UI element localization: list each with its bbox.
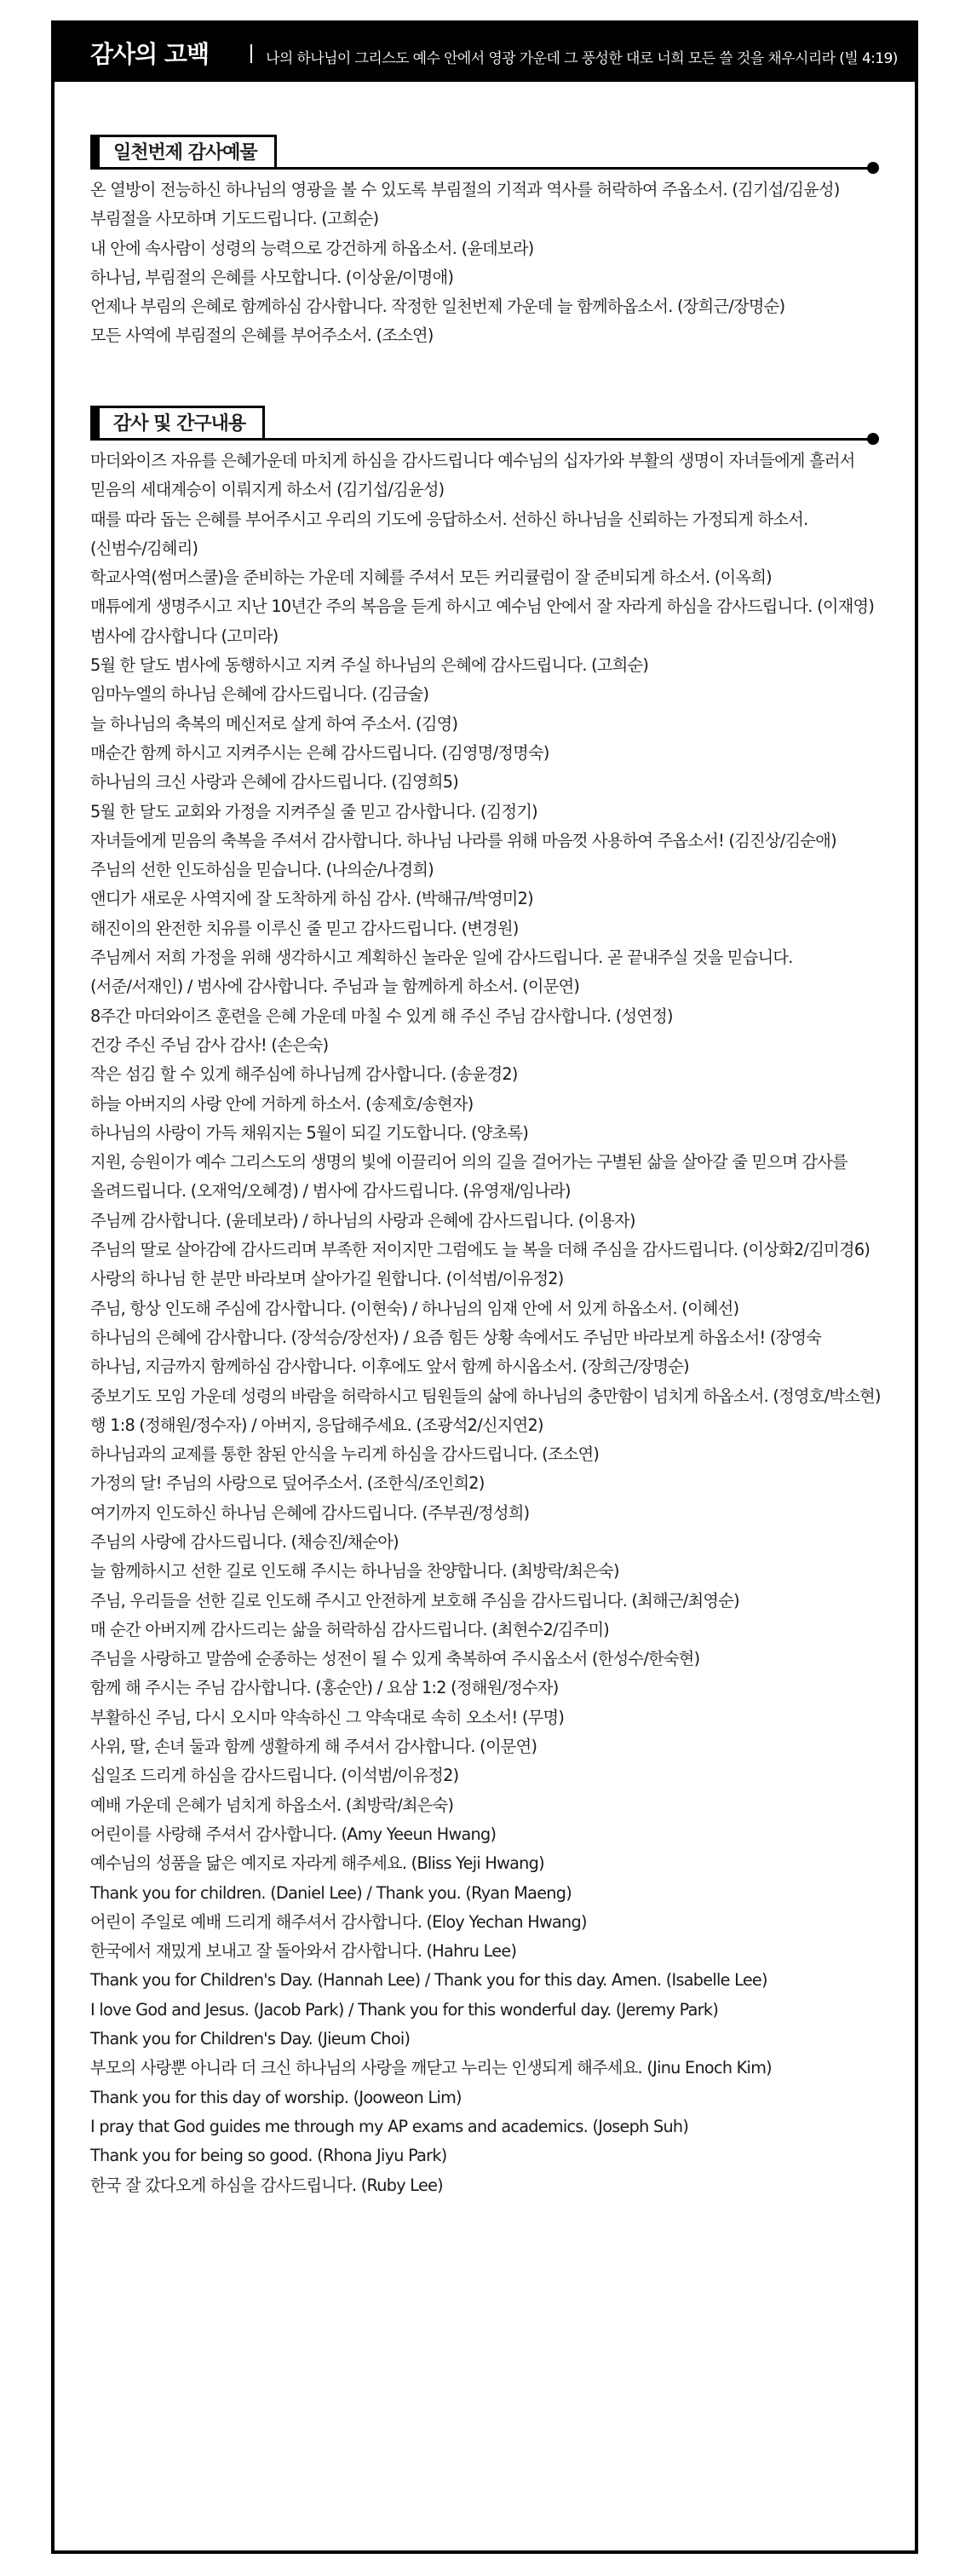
entry-line: I pray that God guides me through my AP exams and academics. (Joseph Suh)	[90, 2116, 689, 2136]
entry-line: 학교사역(썸머스쿨)을 준비하는 가운데 지혜를 주셔서 모든 커리큘럼이 잘 준비되게 하소서. (이옥희)	[90, 568, 772, 588]
entry-line: 어린이를 사랑해 주셔서 감사합니다. (Amy Yeeun Hwang)	[90, 1824, 497, 1844]
entry-line: 한국에서 재밌게 보내고 잘 돌아와서 감사합니다. (Hahru Lee)	[90, 1941, 517, 1962]
entry-line: 매튜에게 생명주시고 지난 10년간 주의 복음을 듣게 하시고 예수님 안에서 잘 자라게 하심을 감사드립니다. (이재영)	[90, 596, 875, 617]
header-bar	[55, 24, 915, 82]
entry-line: Thank you for Children's Day. (Jieum Choi)	[90, 2029, 411, 2049]
section-title: 감사 및 간구내용	[90, 406, 265, 440]
entry-line: 범사에 감사합니다 (고미라)	[90, 625, 279, 646]
entry-line: Thank you for being so good. (Rhona Jiyu Park)	[90, 2146, 447, 2166]
entry-line: 십일조 드리게 하심을 감사드립니다. (이석범/이유정2)	[90, 1766, 459, 1786]
entry-line: 가정의 달! 주님의 사랑으로 덮어주소서. (조한식/조인희2)	[90, 1473, 485, 1494]
entry-line: 하나님의 은혜에 감사합니다. (장석승/장선자) / 요즘 힘든 상황 속에서도 주님만 바라보게 하옵소서! (장영숙	[90, 1327, 822, 1347]
section-offerings	[90, 133, 879, 351]
entry-line: Thank you for children. (Daniel Lee) / Thank you. (Ryan Maeng)	[90, 1882, 572, 1903]
entry-line: 늘 함께하시고 선한 길로 인도해 주시는 하나님을 찬양합니다. (최방락/최은숙)	[90, 1561, 619, 1582]
entry-line: 작은 섬김 할 수 있게 해주심에 하나님께 감사합니다. (송윤경2)	[90, 1064, 518, 1085]
entry-line: (서준/서재인) / 범사에 감사합니다. 주님과 늘 함께하게 하소서. (이문연)	[90, 977, 580, 997]
section-rule	[90, 438, 872, 441]
entry-line: I love God and Jesus. (Jacob Park) / Thank you for this wonderful day. (Jeremy Park)	[90, 1999, 719, 2020]
entry-line: 주님의 딸로 살아감에 감사드리며 부족한 저이지만 그럼에도 늘 복을 더해 주심을 감사드립니다. (이상화2/김미경6)	[90, 1240, 870, 1260]
section-thanks-prayers	[90, 404, 879, 2200]
entry-line: 주님, 우리들을 선한 길로 인도해 주시고 안전하게 보호해 주심을 감사드립니다. (최해근/최영순)	[90, 1590, 739, 1611]
entry-line: Thank you for this day of worship. (Jooweon Lim)	[90, 2087, 462, 2107]
entry-line: 지원, 승원이가 예수 그리스도의 생명의 빛에 이끌리어 의의 길을 걸어가는 구별된 삶을 살아갈 줄 믿으며 감사를	[90, 1152, 847, 1173]
entry-line: 여기까지 인도하신 하나님 은혜에 감사드립니다. (주부권/정성희)	[90, 1502, 530, 1523]
entry-line: 믿음의 세대계승이 이뤄지게 하소서 (김기섭/김윤성)	[90, 480, 445, 500]
entry-list	[90, 447, 879, 2200]
entry-line: 내 안에 속사람이 성령의 능력으로 강건하게 하옵소서. (윤데보라)	[90, 238, 534, 258]
entry-line: 하나님의 크신 사랑과 은혜에 감사드립니다. (김영희5)	[90, 772, 459, 792]
entry-line: 하늘 아버지의 사랑 안에 거하게 하소서. (송제호/송현자)	[90, 1093, 474, 1114]
entry-line: 어린이 주일로 예배 드리게 해주셔서 감사합니다. (Eloy Yechan Hwang)	[90, 1911, 587, 1932]
entry-line: Thank you for Children's Day. (Hannah Lee) / Thank you for this day. Amen. (Isabelle Lee)	[90, 1970, 767, 1991]
entry-line: 예배 가운데 은혜가 넘치게 하옵소서. (최방락/최은숙)	[90, 1795, 454, 1815]
entry-line: 사랑의 하나님 한 분만 바라보며 살아가길 원합니다. (이석범/이유정2)	[90, 1269, 564, 1289]
entry-line: 언제나 부림의 은혜로 함께하심 감사합니다. 작정한 일천번제 가운데 늘 함께하옵소서. (장희근/장명순)	[90, 297, 785, 317]
entry-line: 임마누엘의 하나님 은혜에 감사드립니다. (김금술)	[90, 684, 429, 705]
entry-line: 하나님, 지금까지 함께하심 감사합니다. 이후에도 앞서 함께 하시옵소서. (장희근/장명순)	[90, 1357, 689, 1377]
section-header	[90, 404, 879, 447]
page-title: 감사의 고백	[90, 40, 209, 68]
entry-line: 하나님, 부림절의 은혜를 사모합니다. (이상윤/이명애)	[90, 267, 454, 287]
entry-line: 마더와이즈 자유를 은혜가운데 마치게 하심을 감사드립니다 예수님의 십자가와 부활의 생명이 자녀들에게 흘러서	[90, 451, 855, 470]
entry-line: 한국 잘 갔다오게 하심을 감사드립니다. (Ruby Lee)	[90, 2175, 443, 2195]
entry-line: 부모의 사랑뿐 아니라 더 크신 하나님의 사랑을 깨닫고 누리는 인생되게 해주세요. (Jinu Enoch Kim)	[90, 2058, 772, 2078]
bullet-dot-icon	[867, 433, 879, 445]
entry-line: 올려드립니다. (오재억/오혜경) / 범사에 감사드립니다. (유영재/임나라)	[90, 1181, 571, 1202]
entry-line: 부활하신 주님, 다시 오시마 약속하신 그 약속대로 속히 오소서! (무명)	[90, 1707, 565, 1727]
entry-line: 8주간 마더와이즈 훈련을 은혜 가운데 마칠 수 있게 해 주신 주님 감사합니다. (성연정)	[90, 1006, 673, 1026]
header-verse: 나의 하나님이 그리스도 예수 안에서 영광 가운데 그 풍성한 대로 너희 모든 쓸 것을 채우시리라 (빌 4:19)	[266, 50, 898, 67]
entry-line: 주님, 항상 인도해 주심에 감사합니다. (이현숙) / 하나님의 임재 안에 서 있게 하옵소서. (이혜선)	[90, 1298, 739, 1318]
entry-line: 주님의 사랑에 감사드립니다. (채승진/채순아)	[90, 1531, 399, 1552]
entry-line: 온 열방이 전능하신 하나님의 영광을 볼 수 있도록 부림절의 기적과 역사를 허락하여 주옵소서. (김기섭/김윤성)	[90, 180, 840, 199]
page-frame	[51, 20, 918, 2554]
entry-line: 늘 하나님의 축복의 메신저로 살게 하여 주소서. (김영)	[90, 713, 458, 734]
entry-line: 해진이의 완전한 치유를 이루신 줄 믿고 감사드립니다. (변경원)	[90, 918, 519, 938]
entry-line: 사위, 딸, 손녀 둘과 함께 생활하게 해 주셔서 감사합니다. (이문연)	[90, 1737, 537, 1757]
entry-line: 중보기도 모임 가운데 성령의 바람을 허락하시고 팀원들의 삶에 하나님의 충만함이 넘치게 하옵소서. (정영호/박소현)	[90, 1386, 881, 1406]
entry-line: 함께 해 주시는 주님 감사합니다. (홍순안) / 요삼 1:2 (정해원/정수자)	[90, 1678, 559, 1698]
entry-line: 5월 한 달도 범사에 동행하시고 지켜 주실 하나님의 은혜에 감사드립니다. (고희순)	[90, 655, 649, 676]
section-rule	[90, 167, 872, 170]
bullet-dot-icon	[867, 162, 879, 174]
entry-line: 자녀들에게 믿음의 축복을 주셔서 감사합니다. 하나님 나라를 위해 마음껏 사용하여 주옵소서! (김진상/김순애)	[90, 830, 836, 850]
section-title: 일천번제 감사예물	[90, 135, 277, 169]
entry-line: 앤디가 새로운 사역지에 잘 도착하게 하심 감사. (박해규/박영미2)	[90, 889, 533, 909]
entry-line: 주님께서 저희 가정을 위해 생각하시고 계획하신 놀라운 일에 감사드립니다. 곧 끝내주실 것을 믿습니다.	[90, 948, 793, 968]
entry-line: 때를 따라 돕는 은혜를 부어주시고 우리의 기도에 응답하소서. 선하신 하나님을 신뢰하는 가정되게 하소서.	[90, 509, 808, 529]
entry-line: 주님을 사랑하고 말씀에 순종하는 성전이 될 수 있게 축복하여 주시옵소서 (한성수/한숙현)	[90, 1649, 700, 1669]
entry-line: (신범수/김혜리)	[90, 538, 198, 558]
section-header	[90, 133, 879, 176]
entry-line: 모든 사역에 부림절의 은혜를 부어주소서. (조소연)	[90, 326, 434, 346]
entry-line: 예수님의 성품을 닮은 예지로 자라게 해주세요. (Bliss Yeji Hwang)	[90, 1853, 544, 1874]
header-divider	[250, 44, 252, 63]
entry-line: 주님께 감사합니다. (윤데보라) / 하나님의 사랑과 은혜에 감사드립니다. (이용자)	[90, 1210, 635, 1230]
entry-line: 행 1:8 (정해원/정수자) / 아버지, 응답해주세요. (조광석2/신지연2)	[90, 1415, 543, 1435]
entry-line: 5월 한 달도 교회와 가정을 지켜주실 줄 믿고 감사합니다. (김정기)	[90, 801, 537, 821]
entry-line: 건강 주신 주님 감사 감사! (손은숙)	[90, 1034, 329, 1055]
entry-line: 주님의 선한 인도하심을 믿습니다. (나의순/나경희)	[90, 860, 434, 880]
entry-line: 하나님과의 교제를 통한 참된 안식을 누리게 하심을 감사드립니다. (조소연)	[90, 1444, 600, 1465]
entry-line: 하나님의 사랑이 가득 채워지는 5월이 되길 기도합니다. (양초록)	[90, 1122, 529, 1143]
entry-line: 부림절을 사모하며 기도드립니다. (고희순)	[90, 209, 379, 229]
entry-line: 매 순간 아버지께 감사드리는 삶을 허락하심 감사드립니다. (최현수2/김주미)	[90, 1619, 610, 1640]
entry-line: 매순간 함께 하시고 지켜주시는 은혜 감사드립니다. (김영명/정명숙)	[90, 742, 549, 763]
entry-list	[90, 176, 879, 351]
